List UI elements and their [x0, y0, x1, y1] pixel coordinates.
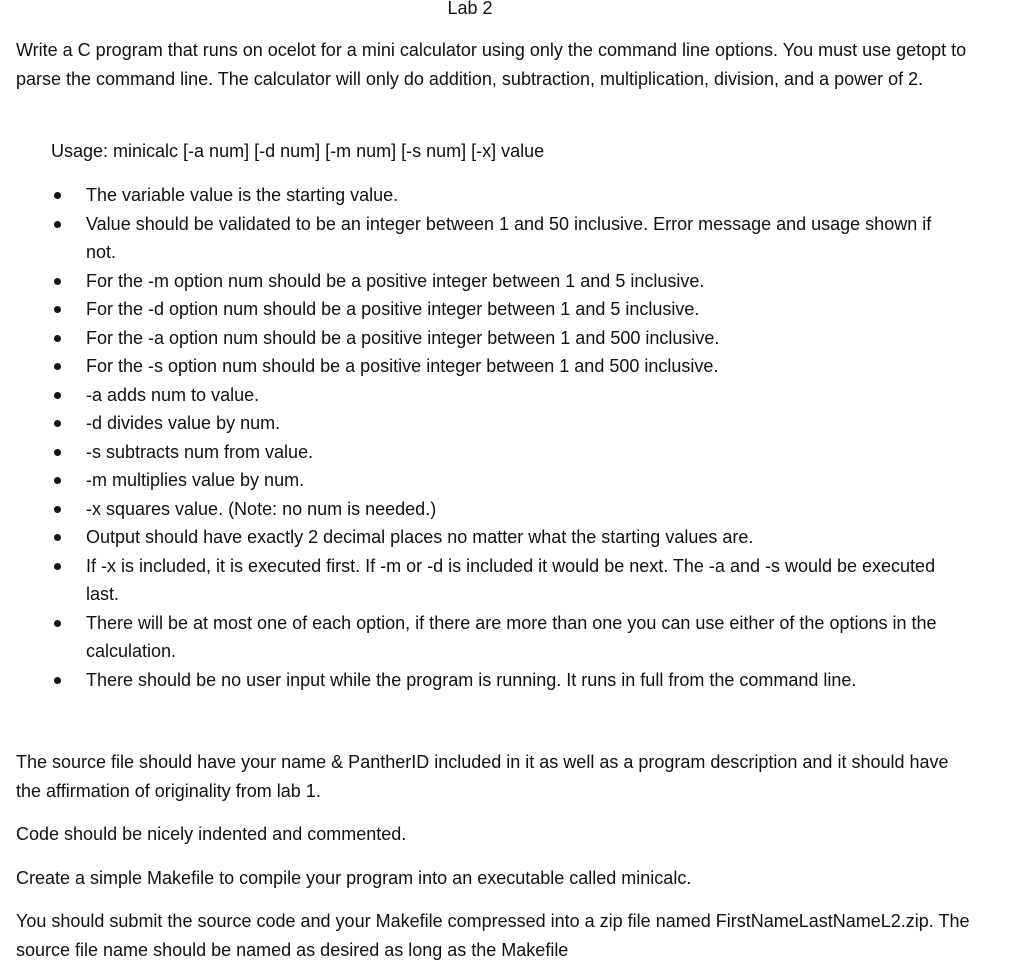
list-item-text: -m multiplies value by num.	[86, 470, 305, 490]
bullet-icon	[54, 306, 61, 313]
list-item	[0, 523, 946, 552]
list-item	[0, 552, 946, 609]
source-file-paragraph: The source file should have your name & PantherID included in it as well as a program description and it should have the affirmation of originality from lab 1.	[16, 752, 949, 801]
bullet-icon	[54, 534, 61, 541]
bullet-icon	[54, 449, 61, 456]
document-title: Lab 2	[447, 0, 493, 18]
list-item	[0, 609, 946, 666]
usage-line: Usage: minicalc [-a num] [-d num] [-m num] [-s num] [-x] value	[51, 141, 545, 161]
list-item-text: There should be no user input while the program is running. It runs in full from the command line.	[86, 669, 857, 690]
bullet-icon	[54, 221, 61, 228]
bullet-icon	[54, 278, 61, 285]
list-item-text: If -x is included, it is executed first. If -m or -d is included it would be next. The -a and -s would be executed last.	[86, 555, 936, 604]
list-item-text: Output should have exactly 2 decimal places no matter what the starting values are.	[86, 527, 754, 547]
list-item	[0, 495, 946, 524]
list-item-text: For the -d option num should be a positive integer between 1 and 5 inclusive.	[86, 299, 700, 319]
list-item-text: The variable value is the starting value.	[86, 185, 399, 205]
list-item-text: For the -m option num should be a positive integer between 1 and 5 inclusive.	[86, 270, 705, 291]
list-item-text: -d divides value by num.	[86, 413, 281, 433]
list-item	[0, 181, 946, 210]
list-item	[0, 324, 946, 353]
list-item	[0, 352, 946, 381]
bullet-icon	[54, 477, 61, 484]
code-style-paragraph: Code should be nicely indented and commented.	[16, 824, 407, 844]
makefile-paragraph: Create a simple Makefile to compile your program into an executable called minicalc.	[16, 868, 692, 888]
list-item-text: -a adds num to value.	[86, 384, 260, 405]
list-item	[0, 267, 946, 296]
list-item	[0, 438, 946, 467]
requirements-list	[0, 181, 1000, 694]
list-item	[0, 381, 946, 410]
list-item	[0, 409, 946, 438]
list-item-text: There will be at most one of each option, if there are more than one you can use either of the options in the calculation.	[86, 612, 937, 661]
bullet-icon	[54, 506, 61, 513]
bullet-icon	[54, 192, 61, 199]
list-item	[0, 666, 946, 695]
intro-paragraph: Write a C program that runs on ocelot for a mini calculator using only the command line options. You must use getopt to parse the command line. The calculator will only do addition, subtraction, multiplication, division, and a power of 2.	[16, 40, 967, 89]
list-item-text: -s subtracts num from value.	[86, 441, 314, 462]
list-item-text: Value should be validated to be an integer between 1 and 50 inclusive. Error message and usage shown if not.	[86, 213, 932, 262]
list-item-text: For the -a option num should be a positive integer between 1 and 500 inclusive.	[86, 327, 720, 348]
bullet-icon	[54, 363, 61, 370]
list-item	[0, 295, 946, 324]
bullet-icon	[54, 392, 61, 399]
list-item-text: For the -s option num should be a positive integer between 1 and 500 inclusive.	[86, 356, 719, 376]
bullet-icon	[54, 620, 61, 627]
list-item-text: -x squares value. (Note: no num is needed.)	[86, 498, 437, 519]
bullet-icon	[54, 563, 61, 570]
bullet-icon	[54, 420, 61, 427]
bullet-icon	[54, 677, 61, 684]
submission-paragraph: You should submit the source code and your Makefile compressed into a zip file named FirstNameLastNameL2.zip. The source file name should be named as desired as long as the Makefile	[16, 911, 970, 960]
bullet-icon	[54, 335, 61, 342]
list-item	[0, 210, 946, 267]
list-item	[0, 466, 946, 495]
